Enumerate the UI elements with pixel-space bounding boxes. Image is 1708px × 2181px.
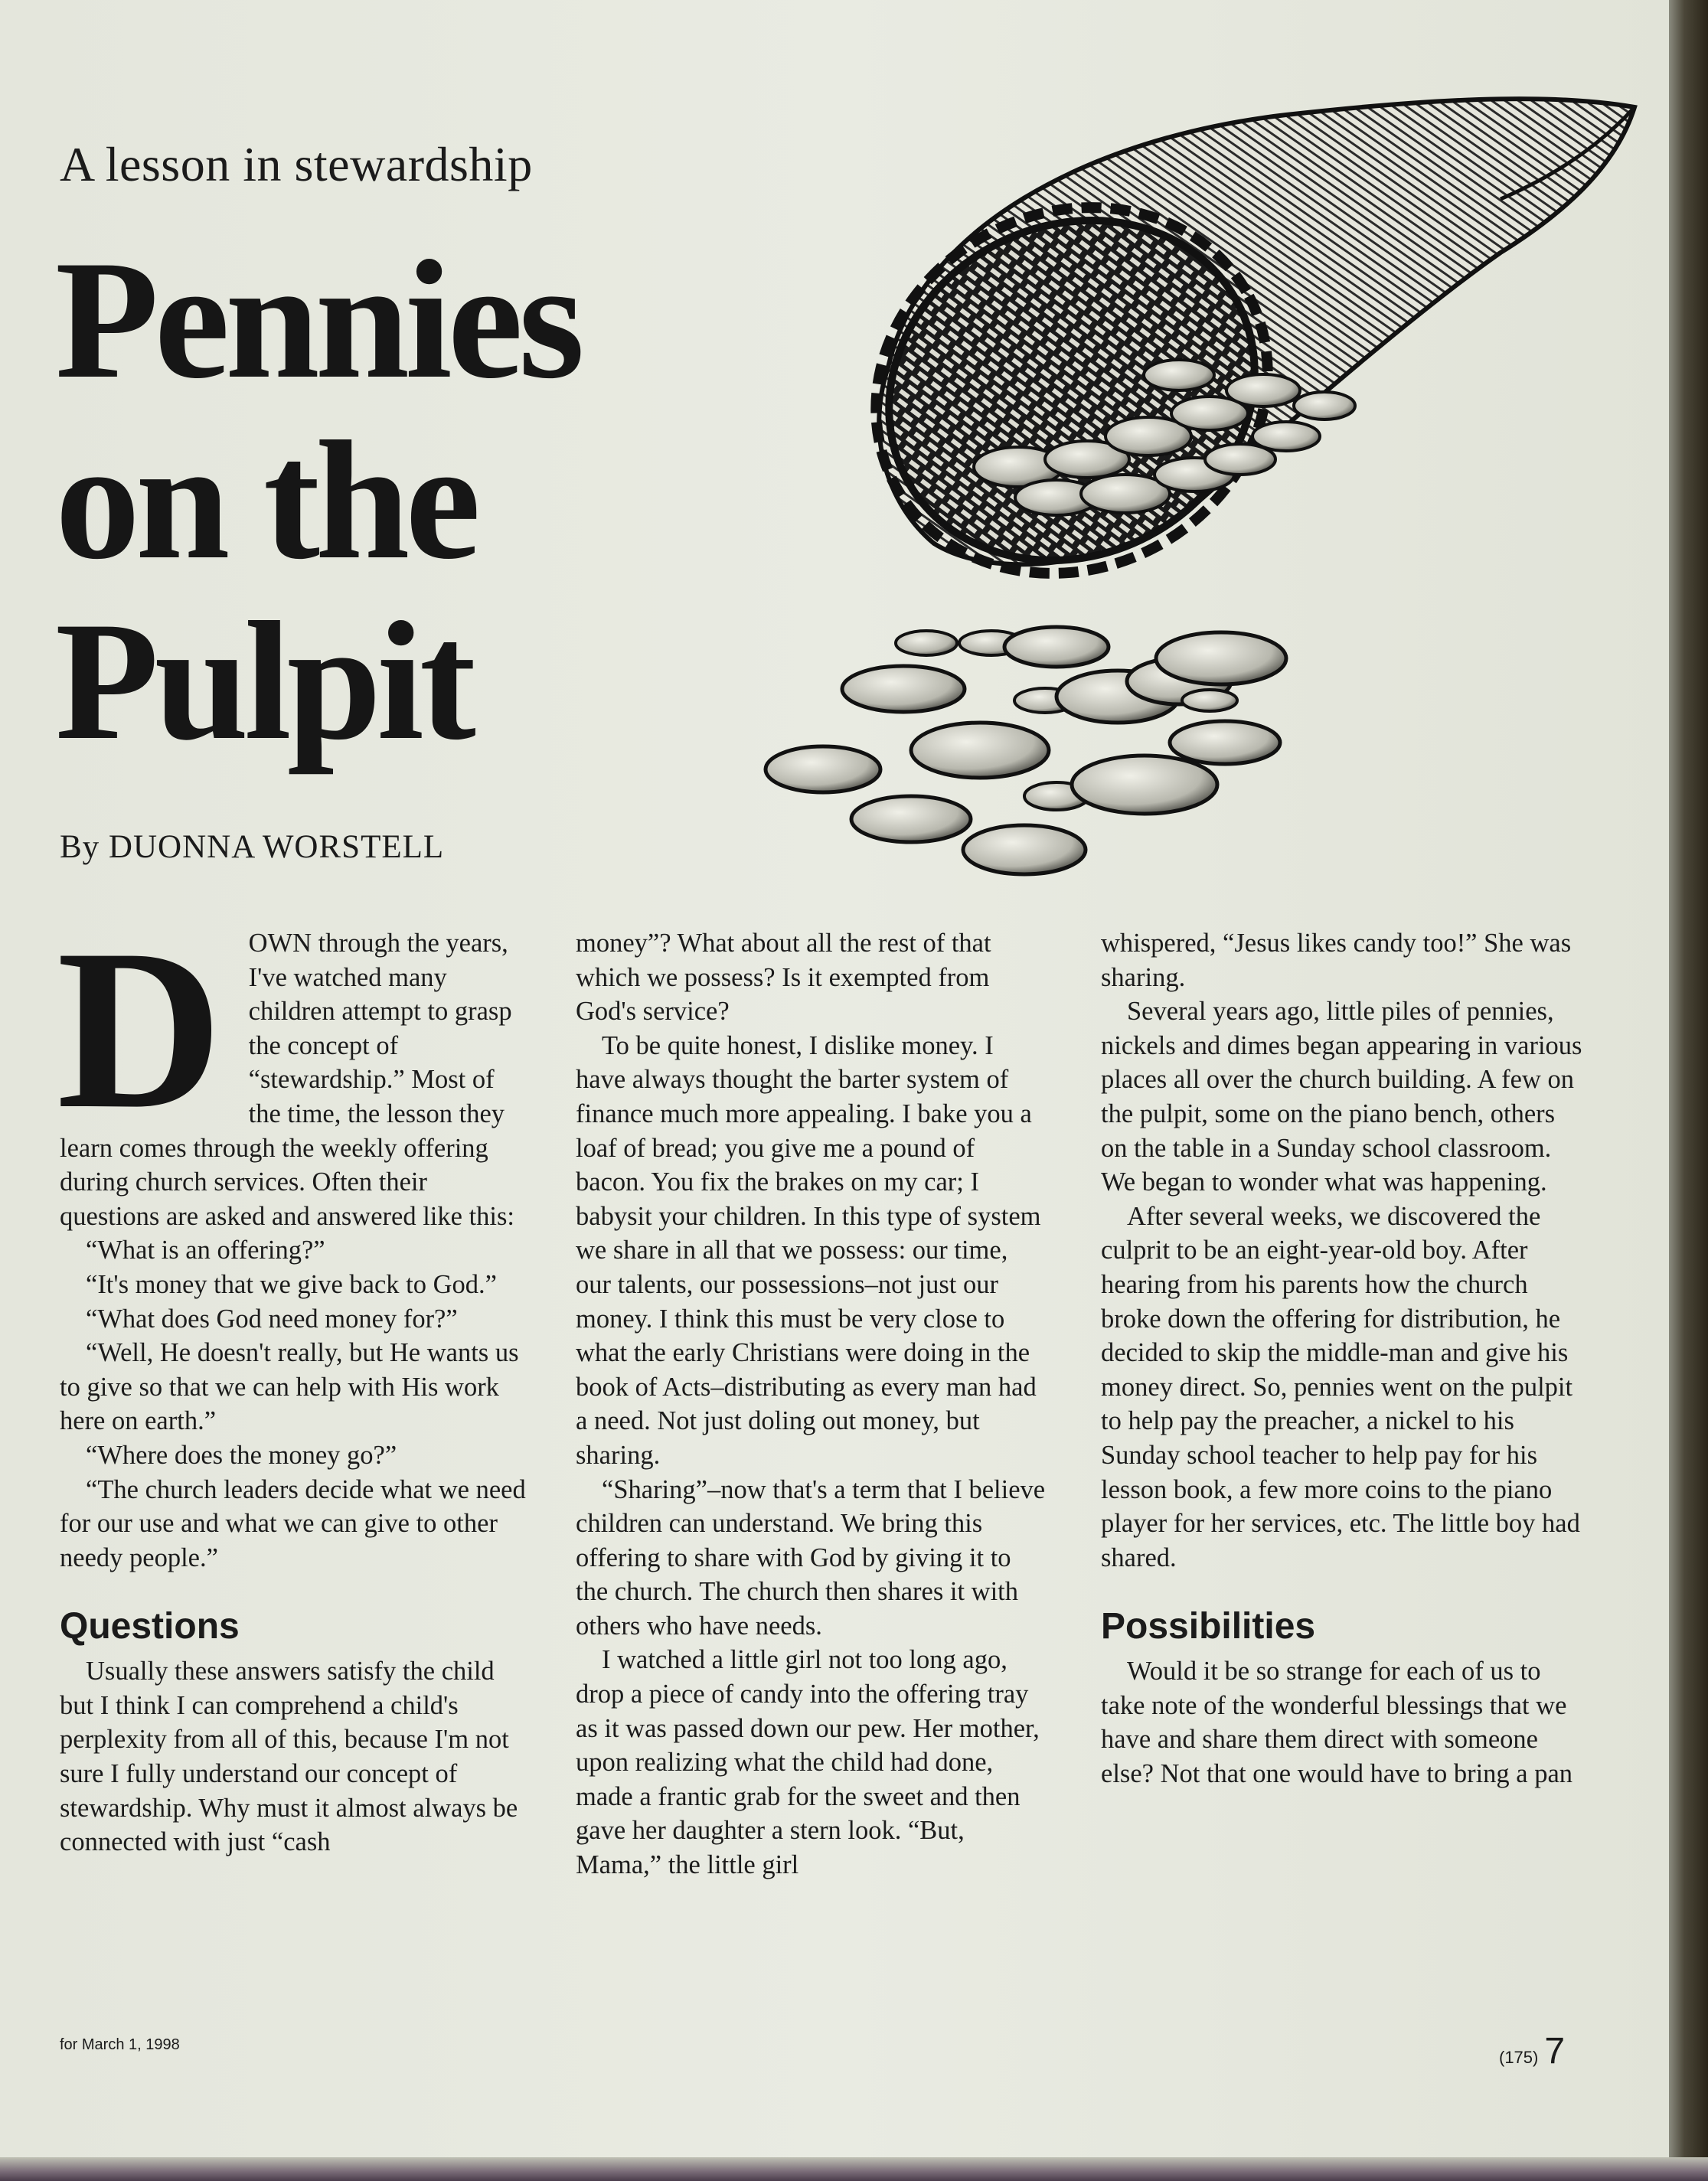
paragraph: “Well, He doesn't really, but He wants us to give so that we can help with His work here on earth.” xyxy=(60,1338,519,1436)
paragraph: “Where does the money go?” xyxy=(86,1440,397,1470)
paragraph: Usually these answers satisfy the child but I think I can comprehend a child's perplexity from all of this, because I'm not sure I fully understand our concept of stewardship. Why must it almost always be connected with just “cash xyxy=(60,1657,518,1857)
article-byline: By DUONNA WORSTELL xyxy=(60,829,445,865)
paragraph: “What is an offering?” xyxy=(86,1236,325,1265)
paragraph: whispered, “Jesus likes candy too!” She was sharing. xyxy=(1101,929,1572,992)
cornucopia-coins-illustration xyxy=(658,77,1654,888)
scattered-coins xyxy=(766,627,1286,874)
bottom-scan-strip xyxy=(0,2157,1708,2181)
subhead-questions: Questions xyxy=(60,1606,240,1647)
subhead-possibilities: Possibilities xyxy=(1101,1606,1316,1647)
paragraph: After several weeks, we discovered the culprit to be an eight-year-old boy. After hearing from his parents how the church broke down the offering for distribution, he decided to skip the middle-man and give his money direct. So, pennies went on the pulpit to help pay the preacher, a nickel to his Sunday school teacher to help pay for his lesson book, a few more coins to the piano player for her services, etc. The little boy had shared. xyxy=(1101,1201,1580,1572)
paragraph: I watched a little girl not too long ago, drop a piece of candy into the offering tray as it was passed down our pew. Her mother, upon realizing what the child had done, made a frantic grab for the sweet and then gave her daughter a stern look. “But, Mama,” the little girl xyxy=(576,1645,1040,1880)
paragraph: money”? What about all the rest of that which we possess? Is it exempted from God's service? xyxy=(576,929,991,1027)
paragraph: “The church leaders decide what we need for our use and what we can give to other needy people.” xyxy=(60,1474,526,1572)
paragraph: “It's money that we give back to God.” xyxy=(86,1269,497,1299)
paragraph: “What does God need money for?” xyxy=(86,1304,458,1334)
cornucopia-horn xyxy=(812,99,1635,642)
page-number: 7 xyxy=(1544,2031,1566,2072)
paragraph: To be quite honest, I dislike money. I have always thought the barter system of finance much more appealing. I bake you a loaf of bread; you give me a pound of bacon. You fix the brakes on my car; I babysit your children. In this type of system we share in all that we possess: our time, our talents, our possessions–not just our money. I think this must be very close to what the early Christians were doing in the book of Acts–distributing as every man had a need. Not just doling out money, but sharing. xyxy=(576,1030,1041,1470)
folio-page xyxy=(1499,2030,1565,2072)
paragraph: “Sharing”–now that's a term that I believe children can understand. We bring this offering to share with God by giving it to the church. The church then shares it with others who have needs. xyxy=(576,1474,1046,1641)
article-kicker: A lesson in stewardship xyxy=(60,137,533,191)
opening-paragraph: DOWN through the years, I've watched many children attempt to grasp the concept of “stewardship.” Most of the time, the lesson they learn comes through the weekly offering during church services. Often their questions are asked and answered like this: xyxy=(57,902,514,1231)
title-line-3: Pulpit xyxy=(55,587,472,775)
text-column-2 xyxy=(576,926,1047,1882)
paragraph: Would it be so strange for each of us to take note of the wonderful blessings that we have and share them direct with someone else? Not that one would have to bring a pan xyxy=(1101,1657,1573,1789)
text-column-1 xyxy=(57,902,531,1859)
text-column-3 xyxy=(1101,926,1583,1791)
issue-page-number: (175) xyxy=(1499,2048,1539,2067)
article-title xyxy=(55,226,580,775)
folio-date: for March 1, 1998 xyxy=(60,2036,180,2053)
page-edge-shadow xyxy=(1669,0,1708,2181)
title-line-2: on the xyxy=(55,406,476,595)
drop-cap: D xyxy=(57,902,223,1156)
paragraph: Several years ago, little piles of pennies, nickels and dimes began appearing in various places all over the church building. A few on the pulpit, some on the piano bench, others on the table in a Sunday school classroom. We began to wonder what was happening. xyxy=(1101,997,1582,1197)
title-line-1: Pennies xyxy=(55,226,580,414)
